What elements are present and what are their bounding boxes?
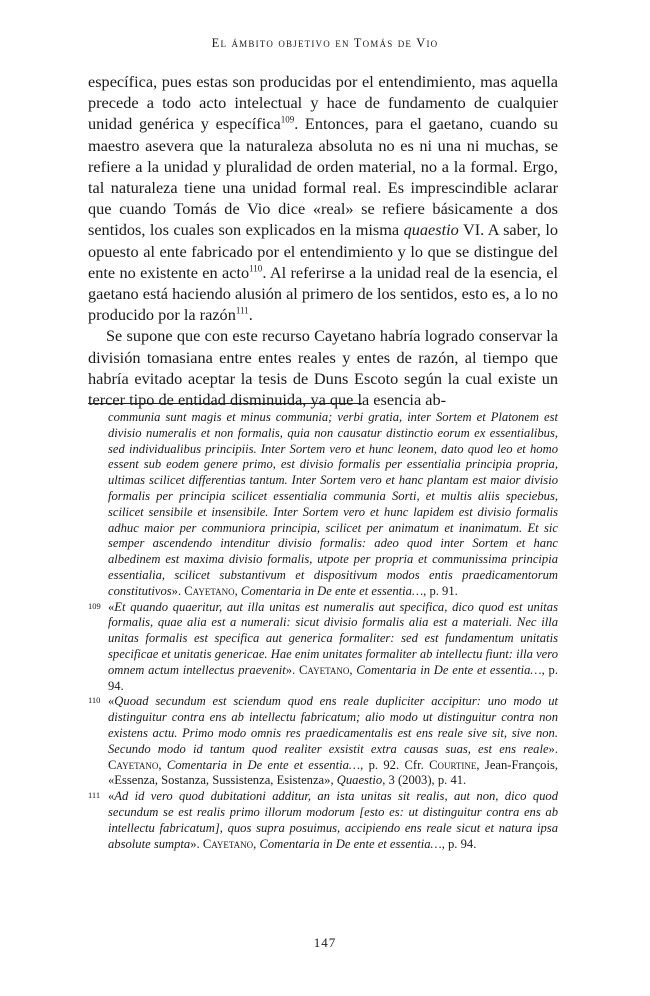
footnote-journal-details: , 3 (2003), p. 41. (382, 773, 467, 788)
footnote-continuation: communia sunt magis et minus communia; verbi gratia, inter Sortem et Platonem est divisio numeralis et non formalis, quia non causatur distinctio eorum ex essentialibus, sed individualibus principiis. Inter Sortem vero et hunc leonem, dato quod leo et homo essent sub eodem genere primo, est divisio formalis per essentialia principia propria, ultimas scilicet differentias tantum. Inter Sortem vero et hanc plantam est maior divisio formalis per principia scilicet essentialia communia Sorti, et multis aliis speciebus, scilicet sensibile et insensibile. Inter Sortem vero et hunc lapidem est divisio formalis adhuc maior per communiora principia, scilicet per animatum et inanimatum. Et sic semper ascendendo intenditur divisio formalis: adeo quod inter Sortem et hanc albedinem est maxima divisio formalis, utpote per propria et communissima principia essentialia, scilicet substantivum et dispositivum modos entis praedicamentorum constitutivos». Cayetano, Comentaria in De ente et essentia…, p. 91. (108, 410, 558, 598)
footnote-page: , p. 94. (441, 836, 477, 851)
footnote-open-quote: « (108, 789, 115, 804)
footnote-number: 110 (88, 695, 101, 706)
footnote-109: 109 «Et quando quaeritur, aut illa unitas est numeralis aut specifica, dico quod est unitas formalis, quae alia est a numerali: sicut divisio formalis alia est a materiali. Nec illa unitas formalis est specifica aut generica formaliter: sed est fundamentum unitatis specificae et unitatis genericae. Hae enim unitates formaliter ab intellectu fiunt: illa vero omnem actum intellectus praevenit». Cayetano, Comentaria in De ente et essentia…, p. 94. (88, 599, 558, 693)
footnote-number: 109 (88, 600, 101, 611)
p1-text-a: específica, pues estas son producidas por el entendimiento, mas aquella precede a todo acto intelectual y hace de fundamento de cualquier unidad genérica y específica (88, 72, 558, 134)
footnote-work: Comentaria in De ente et essentia… (356, 662, 542, 677)
footnote-110: 110 «Quoad secundum est sciendum quod ens reale dupliciter accipitur: uno modo ut distinguitur contra ens ab intellectu fabricatum; alio modo ut distinguitur contra non existens actu. Primo modo omnis res praedicamentalis est ens reale sive sit, sive non. Secundo modo id tantum quod realiter exsistit extra causas suas, est ens reale». Cayetano, Comentaria in De ente et essentia…, p. 92. Cfr. Courtine, Jean-François, «Essenza, Sostanza, Sussistenza, Esistenza», Quaestio, 3 (2003), p. 41. (88, 694, 559, 788)
footnote-cont-page: , p. 91. (423, 583, 458, 598)
footnote-cont-author: Cayetano (184, 583, 235, 598)
footnote-cont-close: ». (171, 583, 185, 598)
footnote-close-quote: ». (190, 836, 203, 851)
footnote-latin: Et quando quaeritur, aut illa unitas est numeralis aut specifica, dico quod est unitas formalis, quae alia est a numerali: sicut divisio formalis alia est a materiali. Nec illa unitas formalis est specifica aut generica formaliter: sed est fundamentum unitatis specificae et unitatis genericae. Hae enim unitates formaliter ab intellectu fiunt: illa vero omnem actum intellectus praevenit (108, 599, 558, 677)
footnote-work: Comentaria in De ente et essentia… (166, 757, 361, 772)
p1-text-d: . Al referirse a la unidad real de la esencia, el gaetano está haciendo alusión al primero de los sentidos, esto es, a lo no producido por la razón (88, 262, 558, 325)
footnotes (88, 410, 558, 852)
footnote-journal: Quaestio (336, 773, 383, 788)
footnote-author-2: Courtine (429, 757, 477, 772)
footnote-work: Comentaria in De ente et essentia… (259, 836, 442, 851)
footnote-rule (88, 403, 362, 404)
footnote-ref-110[interactable]: 110 (249, 263, 263, 274)
footnote-111: 111 «Ad id vero quod dubitationi additur, an ista unitas sit realis, aut non, dico quod secundum se est realis primo illorum modorum [esto es: ut distinguitur contra ens ab intellectu fabricatum], quos supra posuimus, accipiendo ens reale sicut et natura ipsa absolute sumpta». Cayetano, Comentaria in De ente et essentia…, p. 94. (88, 789, 558, 851)
paragraph-1 (88, 71, 558, 325)
footnote-cont-latin: communia sunt magis et minus communia; verbi gratia, inter Sortem et Platonem est divisio numeralis et non formalis, quia non causatur distinctio eorum ex essentialibus, sed individualibus principiis. Inter Sortem vero et hunc leonem, dato quod leo et homo essent sub eodem genere primo, est divisio formalis per essentialia principia propria, ultimas scilicet differentias tantum. Inter Sortem vero et hanc plantam est maior divisio formalis per principia scilicet essentialia communia Sorti, et multis aliis speciebus, scilicet sensibile et insensibile. Inter Sortem vero et hunc lapidem est divisio formalis adhuc maior per communiora principia, scilicet per animatum et inanimatum. Et sic semper ascendendo intenditur divisio formalis: adeo quod inter Sortem et hanc albedinem est maxima divisio formalis, utpote per propria et communissima principia essentialia, scilicet substantivum et dispositivum modos entis praedicamentorum constitutivos (108, 410, 558, 598)
p1-text-e: . (248, 305, 253, 325)
footnote-number: 111 (88, 790, 101, 801)
footnote-latin: Ad id vero quod dubitationi additur, an ista unitas sit realis, aut non, dico quod secundum se est realis primo illorum modorum [esto es: ut distinguitur contra ens ab intellectu fabricatum], quos supra posuimus, accipiendo ens reale sicut et natura ipsa absolute sumpta (108, 789, 558, 851)
footnote-author: Cayetano (108, 757, 159, 772)
p1-italic-term: quaestio (403, 220, 459, 240)
footnote-close-quote: ». (285, 662, 299, 677)
p1-text-c: VI. A saber, lo opuesto al ente fabricado por el entendimiento y lo que se distingue del ente no existente en acto (88, 220, 558, 282)
running-head: El ámbito objetivo en Tomás de Vio (211, 36, 439, 50)
footnote-page: , p. 92. Cfr. (360, 757, 430, 772)
p1-text-b: . Entonces, para el gaetano, cuando su maestro asevera que la naturaleza absoluta no es ni una ni muchas, se refiere a la unidad y pluralidad de orden material, no a la formal. Ergo, tal naturaleza tiene una unidad formal real. Es imprescindible aclarar que cuando Tomás de Vio dice «real» se refiere básicamente a dos sentidos, los cuales son explicados en la misma (88, 114, 558, 240)
page-number: 147 (313, 935, 337, 950)
footnote-open-quote: « (108, 599, 115, 614)
footnote-open-quote: « (108, 694, 115, 709)
footnote-close-quote: ». (548, 741, 558, 756)
footnote-ref-111[interactable]: 111 (235, 305, 249, 316)
footnote-page: , p. 94. (108, 662, 558, 693)
footnote-citation: , Jean-François, «Essenza, Sostanza, Sussistenza, Esistenza», (108, 757, 559, 788)
paragraph-2: Se supone que con este recurso Cayetano habría logrado conservar la división tomasiana entre entes reales y entes de razón, al tiempo que habría evitado aceptar la tesis de Duns Escoto según la cual existe un tercer tipo de entidad disminuida, ya que la esencia ab- (88, 326, 558, 410)
footnote-cont-work: Comentaria in De ente et essentia… (240, 583, 424, 598)
footnote-author: Cayetano (202, 836, 254, 851)
footnote-ref-109[interactable]: 109 (280, 114, 295, 125)
footnote-author: Cayetano (299, 662, 350, 677)
footnote-latin: Quoad secundum est sciendum quod ens reale dupliciter accipitur: uno modo ut distinguitur contra ens ab intellectu fabricatum; alio modo ut distinguitur contra non existens actu. Primo modo omnis res praedicamentalis est ens reale sive sit, sive non. Secundo modo id tantum quod realiter exsistit extra causas suas, est ens reale (108, 694, 558, 756)
body-text (88, 71, 558, 410)
